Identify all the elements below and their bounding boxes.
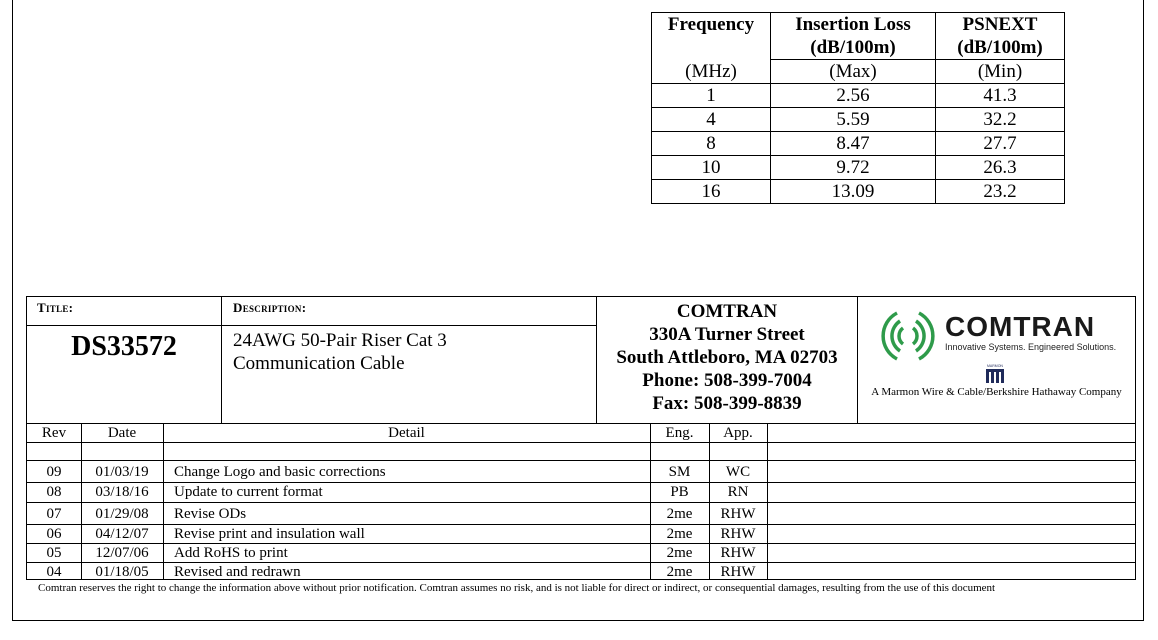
- date-cell: 03/18/16: [95, 484, 149, 500]
- eng-header: Eng.: [665, 425, 694, 441]
- detail-cell: Change Logo and basic corrections: [174, 464, 386, 480]
- col-header-insertion-loss-limit: (Max): [771, 60, 936, 84]
- app-cell: WC: [725, 464, 751, 480]
- app-cell: RN: [727, 484, 749, 500]
- col-header-frequency-unit: (MHz): [652, 60, 771, 84]
- insertion-loss-cell: 2.56: [771, 84, 936, 108]
- date-cell: 01/03/19: [95, 464, 149, 480]
- logo-tagline: Innovative Systems. Engineered Solutions.: [945, 342, 1117, 352]
- rev-cell: 07: [46, 506, 62, 522]
- col-header-psnext: PSNEXT: [936, 13, 1065, 37]
- eng-cell: 2me: [666, 506, 693, 522]
- eng-cell: PB: [670, 484, 689, 500]
- app-cell: RHW: [720, 545, 756, 561]
- fax-number: Fax: 508-399-8839: [652, 393, 802, 414]
- date-cell: 12/07/06: [95, 545, 149, 561]
- insertion-loss-cell: 13.09: [771, 180, 936, 204]
- app-cell: RHW: [720, 526, 756, 542]
- detail-cell: Update to current format: [174, 484, 323, 500]
- rev-cell: 06: [46, 526, 62, 542]
- logo-wordmark: COMTRAN: [945, 311, 1096, 342]
- spec-row: [652, 180, 1065, 204]
- spec-row: [652, 84, 1065, 108]
- detail-cell: Add RoHS to print: [174, 545, 288, 561]
- detail-cell: Revise ODs: [174, 506, 247, 522]
- col-header-insertion-loss-unit: (dB/100m): [771, 36, 936, 60]
- detail-cell: Revised and redrawn: [174, 564, 301, 580]
- psnext-cell: 32.2: [936, 108, 1065, 132]
- document-number: DS33572: [71, 331, 177, 362]
- col-header-blank: [652, 36, 771, 60]
- rev-cell: 08: [46, 484, 62, 500]
- rev-cell: 05: [46, 545, 62, 561]
- date-header: Date: [107, 425, 137, 441]
- freq-cell: 8: [652, 132, 771, 156]
- spec-row: [652, 156, 1065, 180]
- eng-cell: SM: [668, 464, 691, 480]
- comtran-logo-icon: [875, 303, 941, 369]
- app-header: App.: [723, 425, 753, 441]
- psnext-cell: 27.7: [936, 132, 1065, 156]
- company-address: [597, 300, 857, 415]
- date-cell: 01/29/08: [95, 506, 149, 522]
- description-text: [233, 329, 447, 375]
- legal-disclaimer: Comtran reserves the right to change the information above without prior notification. Comtran assumes no risk, and is not liable for direct or indirect, or consequential damages, resulting from the use of this document: [38, 582, 996, 594]
- rev-header: Rev: [41, 425, 67, 441]
- city-state-zip: South Attleboro, MA 02703: [616, 347, 838, 368]
- app-cell: RHW: [720, 506, 756, 522]
- title-block: [26, 296, 1136, 580]
- eng-cell: 2me: [666, 564, 693, 580]
- app-cell: RHW: [720, 564, 756, 580]
- date-cell: 04/12/07: [95, 526, 149, 542]
- detail-header: Detail: [388, 425, 425, 441]
- freq-cell: 10: [652, 156, 771, 180]
- description-line: 24AWG 50-Pair Riser Cat 3: [233, 330, 447, 351]
- freq-cell: 1: [652, 84, 771, 108]
- psnext-cell: 26.3: [936, 156, 1065, 180]
- psnext-cell: 23.2: [936, 180, 1065, 204]
- eng-cell: 2me: [666, 545, 693, 561]
- spec-row: [652, 132, 1065, 156]
- eng-cell: 2me: [666, 526, 693, 542]
- col-header-psnext-unit: (dB/100m): [936, 36, 1065, 60]
- company-logo: [858, 297, 1135, 423]
- company-name: COMTRAN: [676, 301, 778, 322]
- rev-cell: 04: [46, 564, 62, 580]
- freq-cell: 4: [652, 108, 771, 132]
- col-header-frequency: Frequency: [652, 13, 771, 37]
- electrical-spec-table: [651, 12, 1065, 204]
- title-label: Title:: [37, 300, 74, 315]
- description-label: Description:: [233, 300, 307, 315]
- spec-row: [652, 108, 1065, 132]
- rev-cell: 09: [46, 464, 62, 480]
- description-line: Communication Cable: [233, 353, 405, 374]
- col-header-psnext-limit: (Min): [936, 60, 1065, 84]
- freq-cell: 16: [652, 180, 771, 204]
- marmon-logo-text: MARMON: [987, 364, 1003, 368]
- marmon-logo-icon: [982, 363, 1008, 385]
- insertion-loss-cell: 9.72: [771, 156, 936, 180]
- street-address: 330A Turner Street: [649, 324, 805, 345]
- affiliation-text: A Marmon Wire & Cable/Berkshire Hathaway Company: [871, 386, 1122, 398]
- col-header-insertion-loss: Insertion Loss: [771, 13, 936, 37]
- detail-cell: Revise print and insulation wall: [174, 526, 365, 542]
- insertion-loss-cell: 8.47: [771, 132, 936, 156]
- phone-number: Phone: 508-399-7004: [642, 370, 812, 391]
- date-cell: 01/18/05: [95, 564, 149, 580]
- insertion-loss-cell: 5.59: [771, 108, 936, 132]
- psnext-cell: 41.3: [936, 84, 1065, 108]
